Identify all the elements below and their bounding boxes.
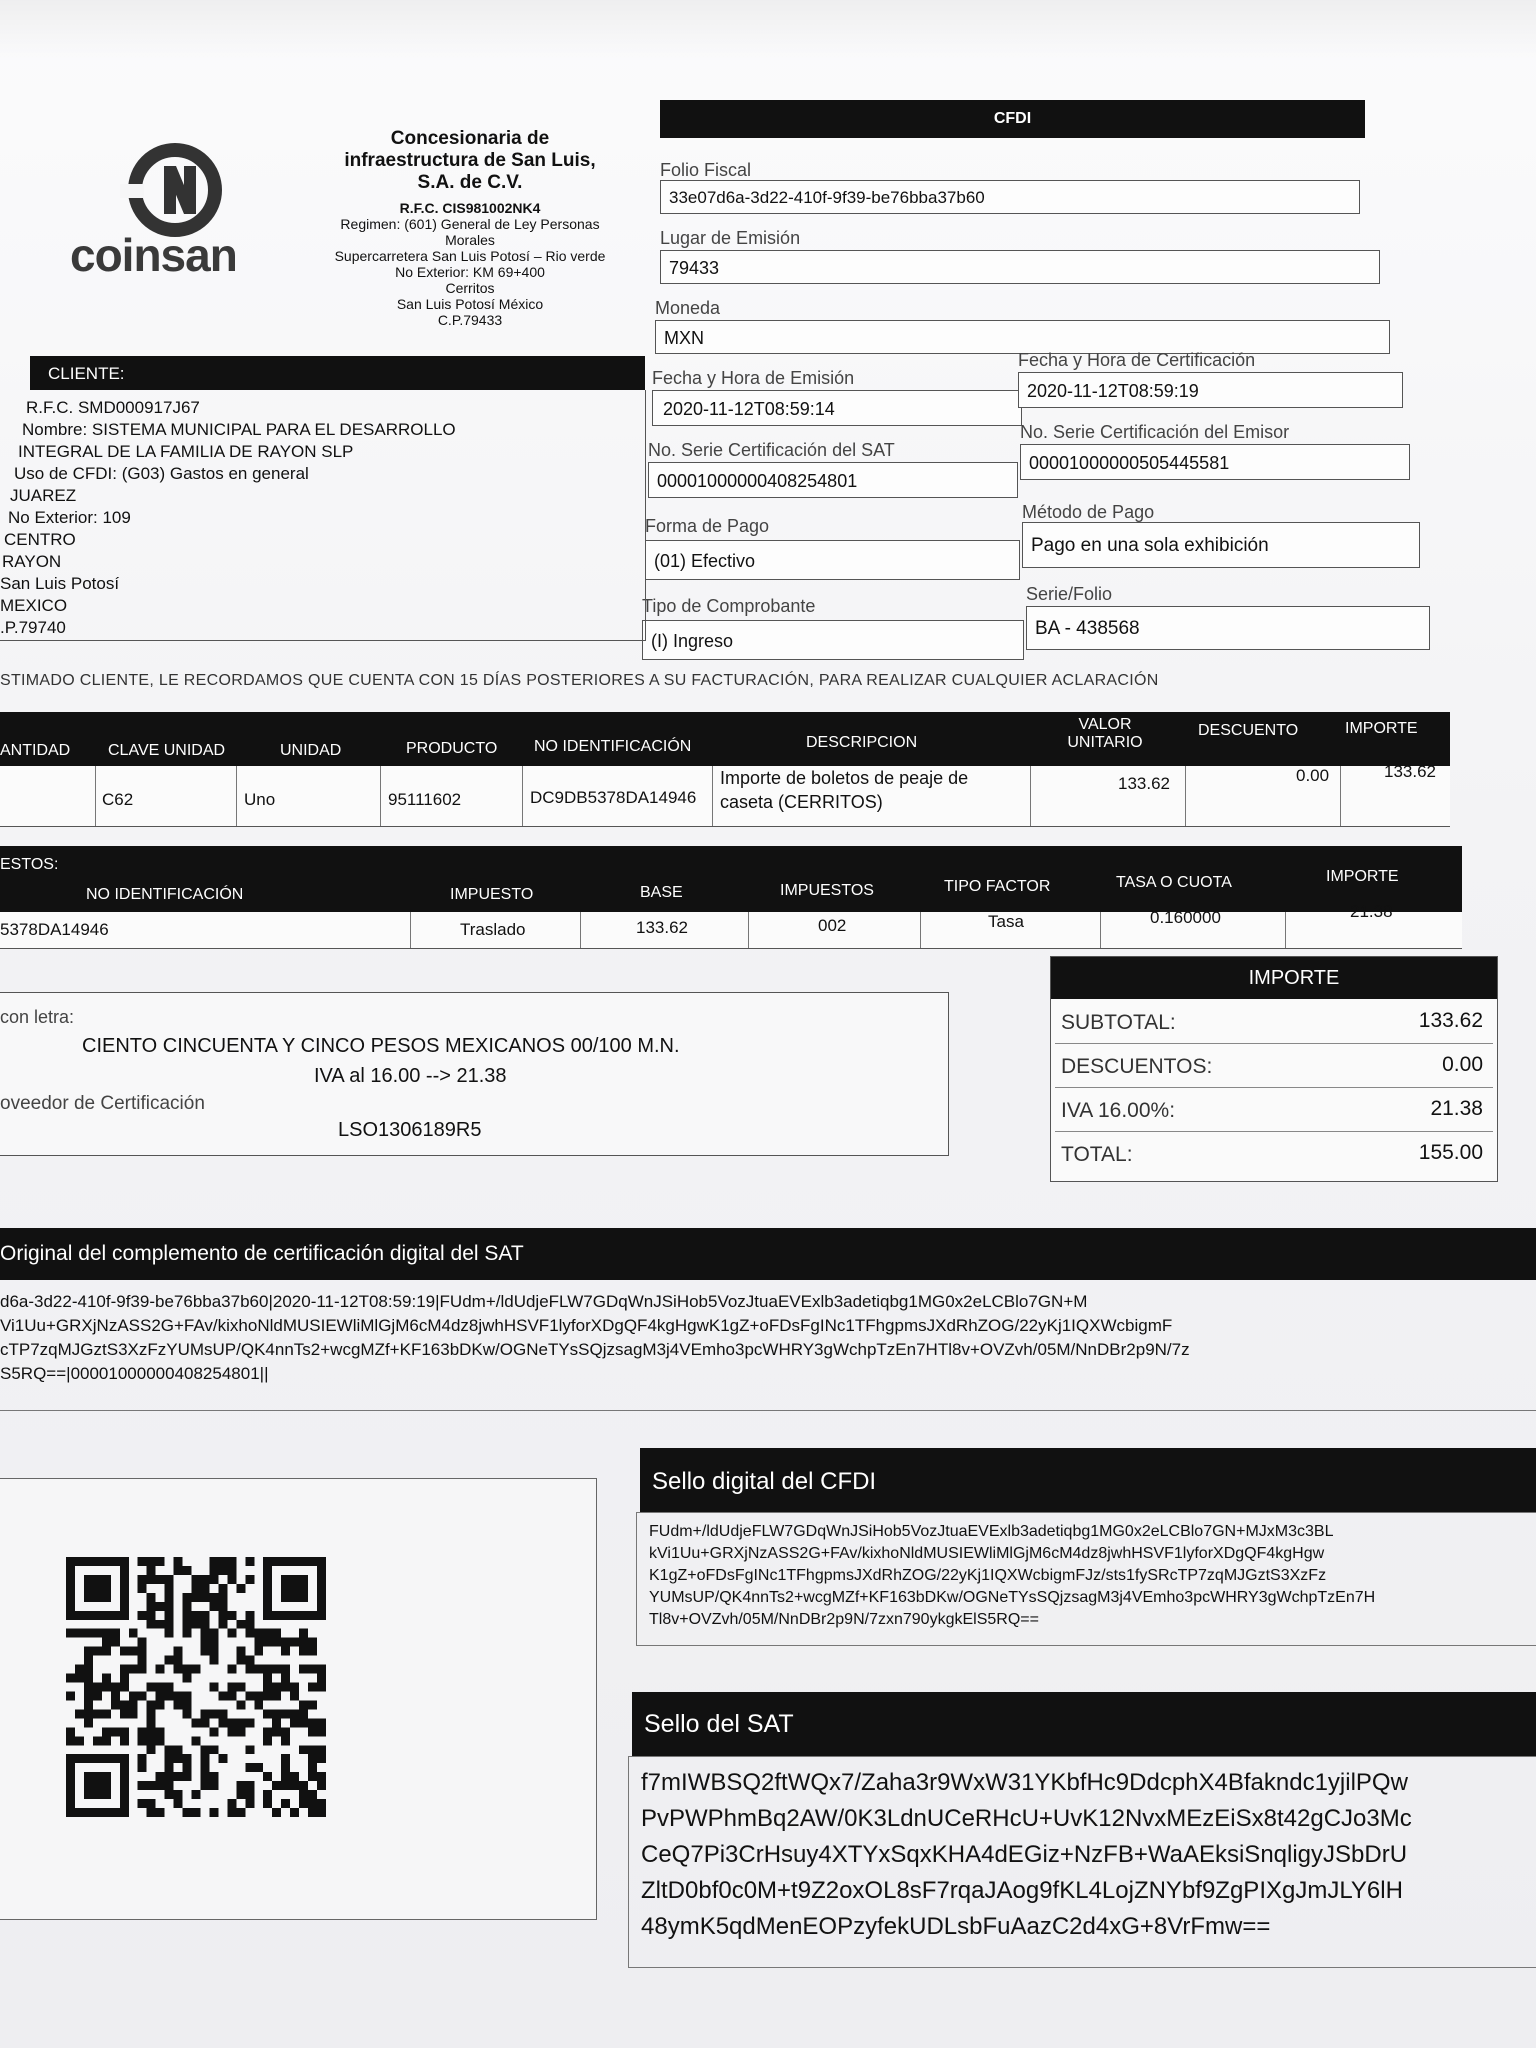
forma-pago-value: (01) Efectivo: [645, 540, 1020, 580]
fecha-cert-value: 2020-11-12T08:59:19: [1018, 372, 1403, 408]
sello-sat-title: Sello del SAT: [644, 1710, 794, 1738]
company-name-3: S.A. de C.V.: [417, 172, 523, 193]
cliente-line-7: CENTRO: [4, 530, 76, 549]
sello-cfdi-line-1: FUdm+/ldUdjeFLW7GDqWnJSiHob5VozJtuaEVExlb3adetiqbg1MG0x2eLCBlo7GN+MJxM3c3BL: [649, 1523, 1334, 1540]
company-name-2: infraestructura de San Luis,: [344, 150, 596, 171]
col-producto: PRODUCTO: [406, 740, 498, 757]
original-title: Original del complemento de certificación digital del SAT: [0, 1242, 524, 1265]
cliente-line-6: No Exterior: 109: [8, 508, 131, 527]
folio-fiscal-label: Folio Fiscal: [660, 160, 752, 180]
imp-noid: 5378DA14946: [0, 920, 109, 939]
sello-cfdi-line-3: K1gZ+oFDsFgINc1TFhgpmsJXdRhZOG/22yKj1IQXWcbigmFJz/sts1fySRcTP7zqMJGztS3XzFz: [649, 1567, 1327, 1584]
original-line-2: Vi1Uu+GRXjNzASS2G+FAv/kixhoNldMUSIEWliMlGjM6cM4dz8jwhHSVF1lyforXDgQF4kgHgwK1gZ+oFDsFgINc1TFhgpmsJXdRhZOG/22yKj1IQXWcbigmF: [0, 1316, 1173, 1335]
item-noid: DC9DB5378DA14946: [530, 788, 697, 807]
serie-folio-label: Serie/Folio: [1026, 584, 1113, 604]
items-row: [0, 762, 1450, 827]
serie-folio-value: BA - 438568: [1026, 606, 1430, 650]
item-clave: C62: [102, 790, 134, 809]
col-clave-unidad: CLAVE UNIDAD: [108, 742, 226, 759]
cliente-title: CLIENTE:: [48, 364, 125, 383]
lugar-label: Lugar de Emisión: [660, 228, 801, 248]
sello-sat-line-5: 48ymK5qdMenEOPzyfekUDLsbFuAazC2d4xG+8VrFmw==: [641, 1913, 1271, 1940]
imp-importe: 21.38: [1350, 902, 1393, 921]
imp-divider-5: [1100, 912, 1101, 948]
item-valor: 133.62: [1118, 774, 1170, 793]
col-imp-importe: IMPORTE: [1326, 868, 1399, 885]
totales-box: [1050, 956, 1498, 1182]
col-imp-base: BASE: [640, 884, 683, 901]
cliente-header: [30, 356, 645, 390]
items-divider-4: [522, 766, 523, 826]
sello-sat-header: [632, 1692, 1536, 1756]
col-importe: IMPORTE: [1345, 720, 1418, 737]
items-divider-2: [236, 766, 237, 826]
cliente-line-2: Nombre: SISTEMA MUNICIPAL PARA EL DESARROLLO: [22, 420, 456, 439]
imp-base: 133.62: [636, 918, 688, 937]
sello-cfdi-body: [636, 1512, 1536, 1646]
cfdi-title: CFDI: [993, 110, 1032, 127]
items-divider-1: [95, 766, 96, 826]
sello-cfdi-header: [640, 1448, 1536, 1512]
subtotal-label: SUBTOTAL:: [1061, 1011, 1176, 1034]
original-body: [0, 1280, 1536, 1411]
imp-divider-6: [1285, 912, 1286, 948]
cliente-box: [0, 390, 646, 641]
imp-divider-4: [920, 912, 921, 948]
cliente-line-11: .P.79740: [0, 618, 66, 637]
col-unidad: UNIDAD: [280, 742, 342, 759]
lugar-value: 79433: [660, 250, 1380, 284]
fecha-cert-label: Fecha y Hora de Certificación: [1018, 350, 1256, 370]
company-address-3: Cerritos: [445, 280, 495, 296]
original-line-1: d6a-3d22-410f-9f39-be76bba37b60|2020-11-12T08:59:19|FUdm+/ldUdjeFLW7GDqWnJSiHob5VozJtuaEVExlb3adetiqbg1MG0x2eLCBlo7GN+M: [0, 1292, 1088, 1311]
total-value: 155.00: [1418, 1141, 1483, 1164]
cliente-line-10: MEXICO: [0, 596, 68, 615]
iva-row: [1055, 1089, 1493, 1132]
imp-divider-1: [410, 912, 411, 948]
forma-pago-label: Forma de Pago: [645, 516, 770, 536]
sello-cfdi-line-4: YUMsUP/QK4nnTs2+wcgMZf+KF163bDKw/OGNeTYsSQjzsagM3j4VEmho3pcWHRY3gWchpTzEn7H: [649, 1589, 1376, 1606]
cfdi-header: [660, 100, 1365, 138]
fecha-emision-value: 2020-11-12T08:59:14: [652, 390, 1022, 426]
letra-iva: IVA al 16.00 --> 21.38: [314, 1065, 507, 1087]
sello-sat-line-4: ZltD0bf0c0M+t9Z2oxOL8sF7rqaJAog9fKL4LojZNYbf9ZgPIXgJmJLY6lH: [641, 1877, 1403, 1904]
serie-sat-value: 00001000000408254801: [648, 462, 1018, 498]
col-no-identificacion: NO IDENTIFICACIÓN: [534, 738, 692, 755]
original-header: [0, 1228, 1536, 1280]
proveedor-label: oveedor de Certificación: [0, 1093, 205, 1114]
moneda-value: MXN: [655, 320, 1390, 354]
impuestos-row: [0, 902, 1462, 949]
col-imp-impuesto: IMPUESTO: [450, 886, 534, 903]
serie-emisor-value: 00001000000505445581: [1020, 444, 1410, 480]
item-descuento: 0.00: [1296, 766, 1330, 785]
totales-header: [1051, 957, 1497, 999]
qr-box: [0, 1478, 597, 1920]
sello-sat-body: [628, 1756, 1536, 1968]
sello-sat-line-1: f7mIWBSQ2ftWQx7/Zaha3r9WxW31YKbfHc9DdcphX4Bfakndc1yjilPQw: [641, 1769, 1408, 1796]
cliente-line-4: Uso de CFDI: (G03) Gastos en general: [14, 464, 309, 483]
imp-impuestos: 002: [818, 916, 847, 935]
item-producto: 95111602: [388, 790, 462, 809]
sello-cfdi-line-5: Tl8v+OVZvh/05M/NnDBr2p9N/7zxn790ykgkElS5RQ==: [649, 1611, 1039, 1628]
descuentos-label: DESCUENTOS:: [1061, 1055, 1213, 1078]
original-line-3: cTP7zqMJGztS3XzFzYUMsUP/QK4nnTs2+wcgMZf+KF163bDKw/OGNeTYsSQjzsagM3j4VEmho3pcWHRY3gWchpTzEn7HTl8v+OVZvh/05M/NnDBr2p9N/7z: [0, 1340, 1190, 1359]
coinsan-logo-icon: [120, 140, 230, 240]
col-imp-tasa: TASA O CUOTA: [1116, 874, 1232, 891]
item-descripcion-1: Importe de boletos de peaje de: [720, 768, 969, 788]
serie-sat-label: No. Serie Certificación del SAT: [648, 440, 895, 460]
col-imp-impuestos: IMPUESTOS: [780, 882, 874, 899]
col-descripcion: DESCRIPCION: [806, 734, 918, 751]
cliente-line-3: INTEGRAL DE LA FAMILIA DE RAYON SLP: [18, 442, 354, 461]
letra-label: con letra:: [0, 1007, 75, 1027]
imp-divider-3: [748, 912, 749, 948]
company-regimen-2: Morales: [445, 232, 495, 248]
cliente-line-9: San Luis Potosí: [0, 574, 120, 593]
cliente-line-8: RAYON: [2, 552, 62, 571]
items-divider-7: [1185, 766, 1186, 826]
impuestos-header: [0, 846, 1462, 912]
item-descripcion-2: caseta (CERRITOS): [720, 792, 883, 812]
company-address-5: C.P.79433: [437, 312, 503, 328]
company-logo: [70, 140, 270, 280]
serie-emisor-label: No. Serie Certificación del Emisor: [1020, 422, 1290, 442]
folio-fiscal-value: 33e07d6a-3d22-410f-9f39-be76bba37b60: [660, 180, 1360, 214]
col-cantidad: ANTIDAD: [0, 742, 71, 759]
metodo-pago-label: Método de Pago: [1022, 502, 1155, 522]
imp-impuesto: Traslado: [460, 920, 526, 939]
iva-label: IVA 16.00%:: [1061, 1099, 1176, 1122]
letra-box: [0, 992, 949, 1156]
letra-amount: CIENTO CINCUENTA Y CINCO PESOS MEXICANOS 00/100 M.N.: [82, 1035, 680, 1057]
company-regimen-1: Regimen: (601) General de Ley Personas: [340, 216, 600, 232]
proveedor-value: LSO1306189R5: [338, 1119, 482, 1141]
sello-cfdi-line-2: kVi1Uu+GRXjNzASS2G+FAv/kixhoNldMUSIEWliMlGjM6cM4dz8jwhHSVF1lyforXDgQF4kgHgw: [649, 1545, 1325, 1562]
imp-tasa: 0.160000: [1150, 908, 1221, 927]
company-name-1: Concesionaria de: [390, 128, 550, 149]
original-line-4: S5RQ==|00001000000408254801||: [0, 1364, 269, 1383]
col-imp-tipo-factor: TIPO FACTOR: [944, 878, 1051, 895]
company-address-4: San Luis Potosí México: [396, 296, 544, 312]
item-importe: 133.62: [1384, 762, 1436, 781]
impuestos-title: ESTOS:: [0, 856, 59, 873]
total-row: [1055, 1133, 1493, 1175]
notice-text: STIMADO CLIENTE, LE RECORDAMOS QUE CUENTA CON 15 DÍAS POSTERIORES A SU FACTURACIÓN, PARA REALIZAR CUALQUIER ACLARACIÓN: [0, 672, 1159, 689]
sello-cfdi-title: Sello digital del CFDI: [652, 1468, 877, 1495]
cliente-line-1: R.F.C. SMD000917J67: [26, 398, 200, 417]
total-label: TOTAL:: [1061, 1143, 1133, 1166]
col-valor-unitario: VALOR UNITARIO: [1067, 716, 1143, 751]
fecha-emision-label: Fecha y Hora de Emisión: [652, 368, 855, 388]
metodo-pago-value: Pago en una sola exhibición: [1022, 522, 1420, 568]
items-header: [0, 712, 1450, 766]
subtotal-row: [1055, 1001, 1493, 1044]
cliente-line-5: JUAREZ: [10, 486, 77, 505]
col-imp-noid: NO IDENTIFICACIÓN: [86, 886, 244, 903]
moneda-label: Moneda: [655, 298, 721, 318]
tipo-label: Tipo de Comprobante: [642, 596, 816, 616]
company-address-1: Supercarretera San Luis Potosí – Rio verde: [334, 248, 606, 264]
logo-text: coinsan: [70, 229, 237, 281]
iva-value: 21.38: [1430, 1097, 1483, 1120]
tipo-value: (I) Ingreso: [642, 620, 1024, 660]
col-descuento: DESCUENTO: [1198, 722, 1299, 739]
items-divider-3: [380, 766, 381, 826]
qr-code-icon: [66, 1547, 326, 1827]
imp-divider-2: [580, 912, 581, 948]
imp-tipo-factor: Tasa: [988, 912, 1024, 931]
items-divider-6: [1030, 766, 1031, 826]
items-divider-5: [712, 766, 713, 826]
item-unidad: Uno: [244, 790, 276, 809]
subtotal-value: 133.62: [1418, 1009, 1483, 1032]
sello-sat-line-2: PvPWPhmBq2AW/0K3LdnUCeRHcU+UvK12NvxMEzEiSx8t42gCJo3Mc: [641, 1805, 1412, 1832]
sello-sat-line-3: CeQ7Pi3CrHsuy4XTYxSqxKHA4dEGiz+NzFB+WaAEksiSnqligyJSbDrU: [641, 1841, 1408, 1868]
descuentos-value: 0.00: [1442, 1053, 1483, 1076]
company-info: [290, 128, 650, 328]
totales-title: IMPORTE: [1248, 966, 1340, 989]
company-rfc: R.F.C. CIS981002NK4: [399, 200, 541, 216]
items-divider-8: [1340, 766, 1341, 826]
paper-shadow: [0, 0, 1536, 60]
descuentos-row: [1055, 1045, 1493, 1088]
company-address-2: No Exterior: KM 69+400: [395, 264, 545, 280]
